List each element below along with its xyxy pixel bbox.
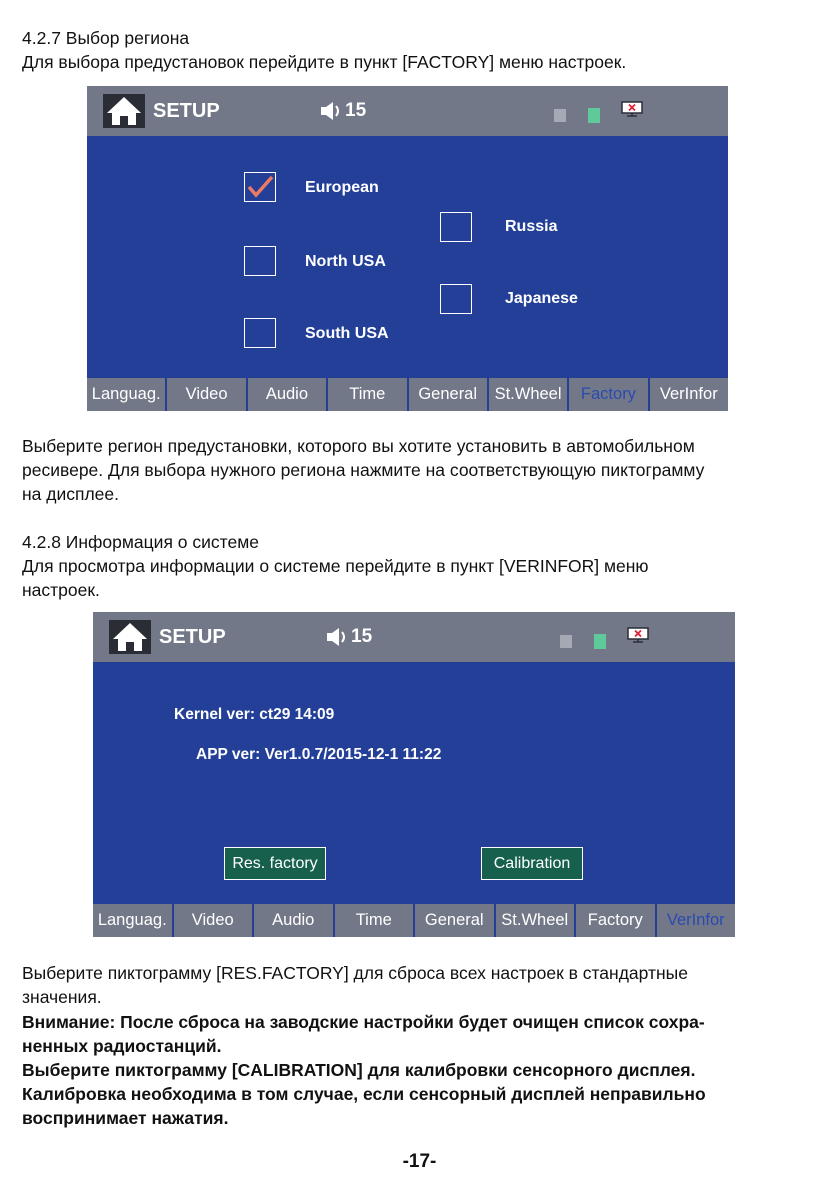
section-heading-region: 4.2.7 Выбор региона <box>22 28 190 48</box>
tab-video[interactable]: Video <box>174 904 255 937</box>
display-off-icon[interactable] <box>627 627 649 643</box>
tab-st-wheel[interactable]: St.Wheel <box>496 904 577 937</box>
tab-audio[interactable]: Audio <box>248 378 328 411</box>
tab-video[interactable]: Video <box>167 378 247 411</box>
checkbox-japanese[interactable] <box>440 284 472 314</box>
tab-language[interactable]: Languag. <box>93 904 174 937</box>
body-line: на дисплее. <box>22 484 120 504</box>
volume-level: 15 <box>345 100 367 121</box>
volume-indicator[interactable] <box>320 100 366 122</box>
body-line: значения. <box>22 987 102 1007</box>
checkbox-north-usa[interactable] <box>244 246 276 276</box>
setup-screen-verinfor <box>93 612 735 937</box>
res-factory-button[interactable]: Res. factory <box>224 847 326 880</box>
settings-tabs <box>93 904 735 937</box>
page-number: -17- <box>402 1151 437 1172</box>
settings-tabs <box>87 378 728 411</box>
setup-title: SETUP <box>159 626 226 648</box>
tab-language[interactable]: Languag. <box>87 378 167 411</box>
home-button[interactable] <box>109 620 151 654</box>
checkbox-european[interactable] <box>244 172 276 202</box>
body-line: Выберите регион предустановки, которого вы хотите установить в автомобильном <box>22 436 695 456</box>
display-off-icon[interactable] <box>621 101 643 117</box>
body-line: ресивере. Для выбора нужного региона нажмите на соответствующую пиктограмму <box>22 460 705 480</box>
signal-icon <box>560 635 572 648</box>
kernel-version: Kernel ver: ct29 14:09 <box>174 706 335 723</box>
warning-line: Калибровка необходима в том случае, если сенсорный дисплей неправильно <box>22 1084 706 1104</box>
body-line: Выберите пиктограмму [RES.FACTORY] для сброса всех настроек в стандартные <box>22 963 688 983</box>
region-label-north-usa: North USA <box>305 253 386 270</box>
section-heading-system-info: 4.2.8 Информация о системе <box>22 532 259 552</box>
tab-factory[interactable]: Factory <box>569 378 649 411</box>
tab-audio[interactable]: Audio <box>254 904 335 937</box>
checkbox-south-usa[interactable] <box>244 318 276 348</box>
home-icon <box>106 96 142 126</box>
status-green-icon <box>588 108 600 123</box>
tab-st-wheel[interactable]: St.Wheel <box>489 378 569 411</box>
section-intro-line: настроек. <box>22 580 100 600</box>
region-label-japanese: Japanese <box>505 290 578 307</box>
screen-header <box>87 86 728 136</box>
home-icon <box>112 622 148 652</box>
setup-title: SETUP <box>153 100 220 122</box>
warning-line: Внимание: После сброса на заводские настройки будет очищен список сохра- <box>22 1012 705 1032</box>
checkbox-russia[interactable] <box>440 212 472 242</box>
warning-line: воспринимает нажатия. <box>22 1108 229 1128</box>
warning-line: ненных радиостанций. <box>22 1036 222 1056</box>
tab-verinfor[interactable]: VerInfor <box>659 385 718 403</box>
region-label-russia: Russia <box>505 218 558 235</box>
region-label-south-usa: South USA <box>305 325 389 342</box>
setup-screen-factory <box>87 86 728 411</box>
check-mark-icon <box>245 173 275 201</box>
app-version: APP ver: Ver1.0.7/2015-12-1 11:22 <box>196 746 442 763</box>
speaker-icon <box>326 627 348 647</box>
volume-indicator[interactable] <box>326 626 372 648</box>
signal-icon <box>554 109 566 122</box>
tab-general[interactable]: General <box>409 378 489 411</box>
home-button[interactable] <box>103 94 145 128</box>
calibration-button[interactable]: Calibration <box>481 847 583 880</box>
warning-line: Выберите пиктограмму [CALIBRATION] для калибровки сенсорного дисплея. <box>22 1060 696 1080</box>
tab-general[interactable]: General <box>415 904 496 937</box>
region-label-european: European <box>305 179 379 196</box>
tab-factory[interactable]: Factory <box>576 904 657 937</box>
volume-level: 15 <box>351 626 373 647</box>
section-intro-line: Для просмотра информации о системе перейдите в пункт [VERINFOR] меню <box>22 556 649 576</box>
tab-verinfor[interactable]: VerInfor <box>666 911 725 929</box>
speaker-icon <box>320 101 342 121</box>
tab-time[interactable]: Time <box>335 904 416 937</box>
tab-time[interactable]: Time <box>328 378 408 411</box>
screen-header <box>93 612 735 662</box>
section-intro-region: Для выбора предустановок перейдите в пункт [FACTORY] меню настроек. <box>22 52 627 72</box>
status-green-icon <box>594 634 606 649</box>
